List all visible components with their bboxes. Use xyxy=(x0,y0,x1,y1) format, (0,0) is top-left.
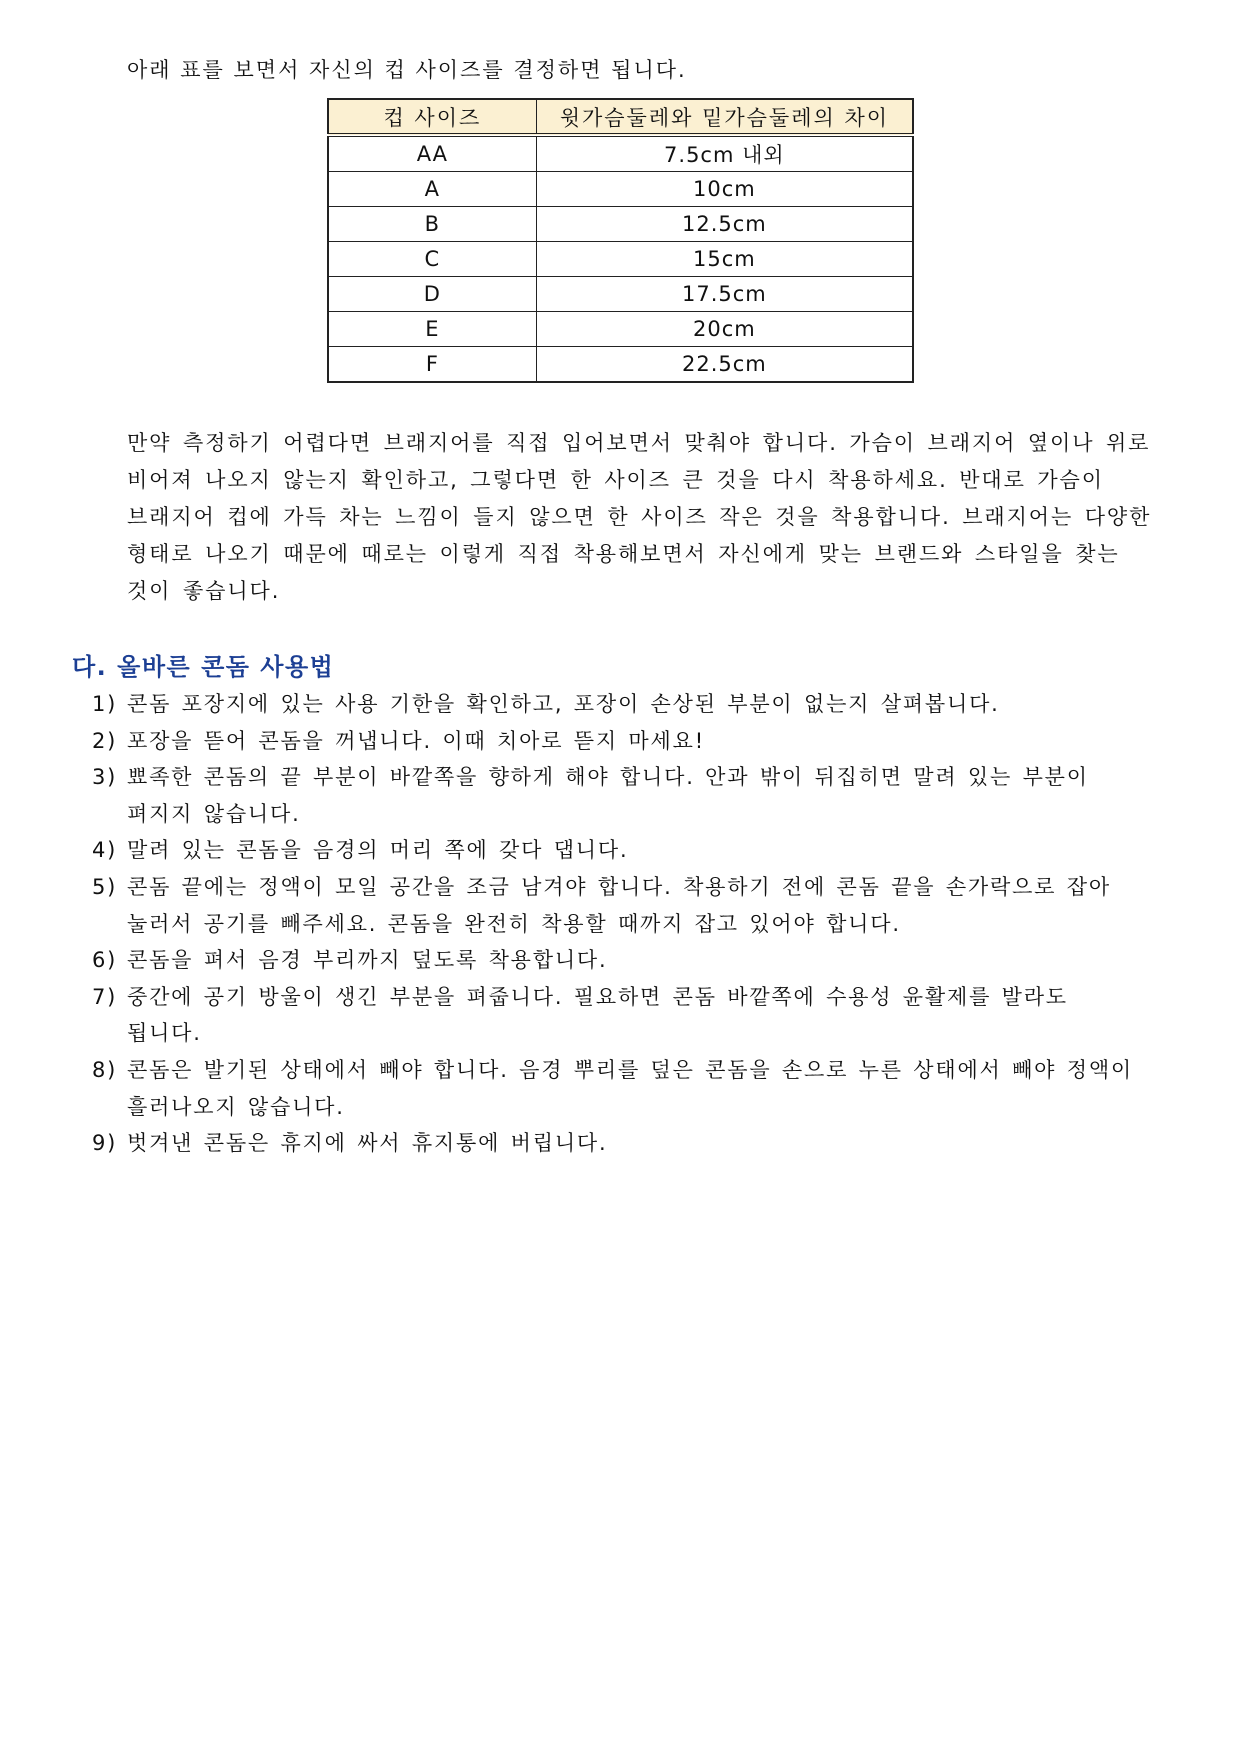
fitting-paragraph xyxy=(127,425,1187,610)
step-text: 중간에 공기 방울이 생긴 부분을 펴줍니다. 필요하면 콘돔 바깥쪽에 수용성 윤활제를 발라도 xyxy=(127,984,1068,1009)
step-number: 6) xyxy=(92,948,118,973)
step-text: 벗겨낸 콘돔은 휴지에 싸서 휴지통에 버립니다. xyxy=(127,1131,608,1156)
cup-size-table xyxy=(327,98,914,383)
list-item xyxy=(92,723,1192,760)
table-row xyxy=(328,277,913,312)
step-number: 3) xyxy=(92,765,118,790)
step-text: 포장을 뜯어 콘돔을 꺼냅니다. 이때 치아로 뜯지 마세요! xyxy=(127,728,705,753)
step-number: 8) xyxy=(92,1057,118,1082)
section-title: 다. 올바른 콘돔 사용법 xyxy=(72,653,335,681)
table-header-row xyxy=(328,99,913,135)
step-text: 됩니다. xyxy=(127,1021,202,1046)
step-text: 콘돔 끝에는 정액이 모일 공간을 조금 남겨야 합니다. 착용하기 전에 콘돔 끝을 손가락으로 잡아 xyxy=(127,874,1111,899)
step-number: 1) xyxy=(92,692,118,716)
cup-size-cell: A xyxy=(328,172,536,207)
difference-cell: 7.5cm 내외 xyxy=(536,135,913,172)
cup-size-cell: D xyxy=(328,277,536,312)
list-item xyxy=(92,979,1192,1052)
difference-cell: 20cm xyxy=(536,312,913,347)
paragraph-line: 비어져 나오지 않는지 확인하고, 그렇다면 한 사이즈 큰 것을 다시 착용하세요. 반대로 가슴이 xyxy=(127,468,1104,492)
list-item xyxy=(92,942,1192,979)
step-text: 펴지지 않습니다. xyxy=(127,801,301,826)
list-item xyxy=(92,686,1192,723)
step-text: 콘돔 포장지에 있는 사용 기한을 확인하고, 포장이 손상된 부분이 없는지 살펴봅니다. xyxy=(127,692,1000,716)
header-cup-size: 컵 사이즈 xyxy=(328,99,536,135)
paragraph-line: 형태로 나오기 때문에 때로는 이렇게 직접 착용해보면서 자신에게 맞는 브랜드와 스타일을 찾는 xyxy=(127,542,1120,566)
cup-size-cell: B xyxy=(328,207,536,242)
step-number: 9) xyxy=(92,1131,118,1156)
table-row xyxy=(328,347,913,383)
difference-cell: 17.5cm xyxy=(536,277,913,312)
list-item xyxy=(92,1125,1192,1162)
table-row xyxy=(328,207,913,242)
list-item xyxy=(92,1052,1192,1125)
cup-size-cell: E xyxy=(328,312,536,347)
difference-cell: 12.5cm xyxy=(536,207,913,242)
step-number: 2) xyxy=(92,728,118,753)
step-number: 4) xyxy=(92,838,118,863)
step-text: 콘돔은 발기된 상태에서 빼야 합니다. 음경 뿌리를 덮은 콘돔을 손으로 누른 상태에서 빼야 정액이 xyxy=(127,1057,1134,1082)
step-number: 5) xyxy=(92,874,118,899)
paragraph-line: 만약 측정하기 어렵다면 브래지어를 직접 입어보면서 맞춰야 합니다. 가슴이 브래지어 옆이나 위로 xyxy=(127,431,1151,455)
cup-size-cell: AA xyxy=(328,135,536,172)
table-row xyxy=(328,172,913,207)
step-text: 말려 있는 콘돔을 음경의 머리 쪽에 갖다 댑니다. xyxy=(127,838,629,863)
difference-cell: 22.5cm xyxy=(536,347,913,383)
paragraph-line: 것이 좋습니다. xyxy=(127,579,281,603)
step-text: 흘러나오지 않습니다. xyxy=(127,1094,345,1119)
step-text: 콘돔을 펴서 음경 부리까지 덮도록 착용합니다. xyxy=(127,948,608,973)
step-number: 7) xyxy=(92,984,118,1009)
intro-text: 아래 표를 보면서 자신의 컵 사이즈를 결정하면 됩니다. xyxy=(127,58,687,82)
cup-size-cell: C xyxy=(328,242,536,277)
cup-size-cell: F xyxy=(328,347,536,383)
difference-cell: 10cm xyxy=(536,172,913,207)
steps-list xyxy=(92,686,1192,1162)
paragraph-line: 브래지어 컵에 가득 차는 느낌이 들지 않으면 한 사이즈 작은 것을 착용합니다. 브래지어는 다양한 xyxy=(127,505,1152,529)
table-row xyxy=(328,312,913,347)
list-item xyxy=(92,832,1192,869)
list-item xyxy=(92,869,1192,942)
list-item xyxy=(92,759,1192,832)
table-row xyxy=(328,242,913,277)
table-row xyxy=(328,135,913,172)
step-text: 뾰족한 콘돔의 끝 부분이 바깥쪽을 향하게 해야 합니다. 안과 밖이 뒤집히면 말려 있는 부분이 xyxy=(127,765,1089,790)
step-text: 눌러서 공기를 빼주세요. 콘돔을 완전히 착용할 때까지 잡고 있어야 합니다. xyxy=(127,911,901,936)
header-difference: 윗가슴둘레와 밑가슴둘레의 차이 xyxy=(536,99,913,135)
difference-cell: 15cm xyxy=(536,242,913,277)
